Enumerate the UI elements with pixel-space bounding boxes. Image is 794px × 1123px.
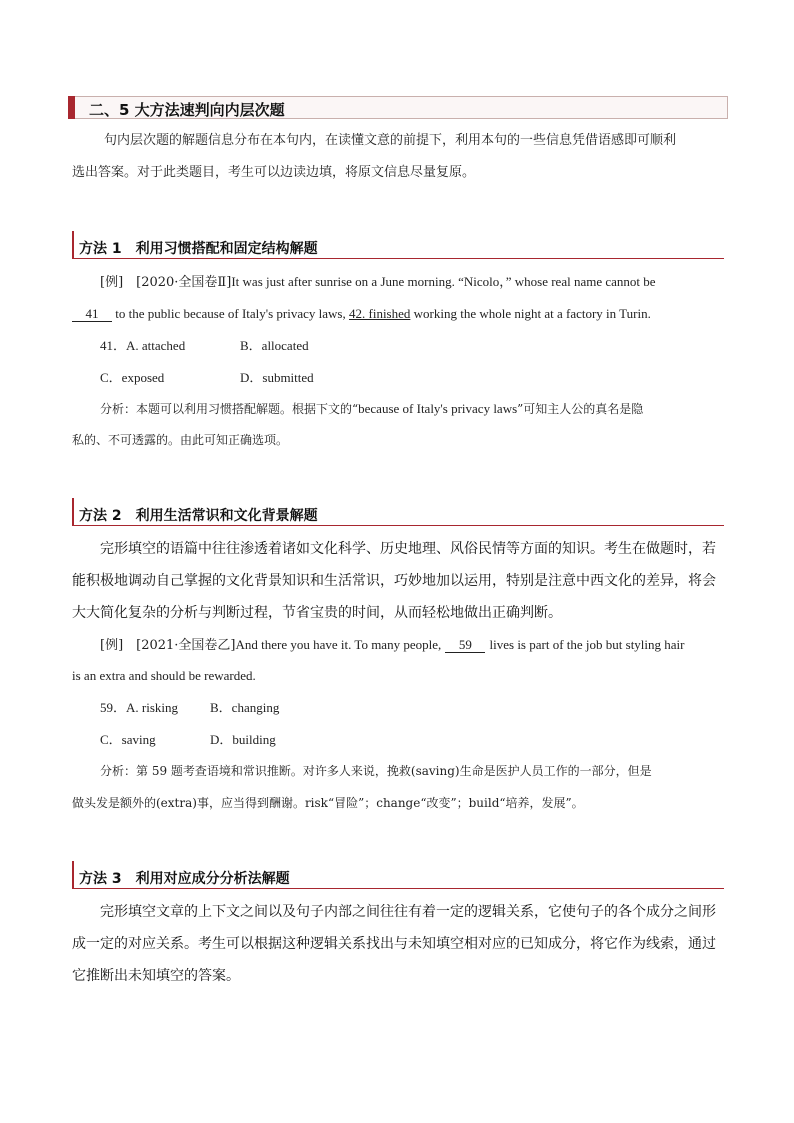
method-1-title: 方法 1 利用习惯搭配和固定结构解题 [79, 241, 318, 257]
method-2-title: 方法 2 利用生活常识和文化背景解题 [79, 508, 318, 524]
method-2-example-line-2: is an extra and should be rewarded. [72, 668, 256, 683]
header-accent-bar [72, 861, 74, 889]
method-3-header [72, 861, 724, 887]
example-text-end: lives is part of the job but styling hair [489, 637, 685, 652]
method-3-para-line-3: 它推断出未知填空的答案。 [72, 968, 240, 984]
example-tag: [例] [2020·全国卷Ⅱ] [100, 275, 232, 290]
analysis-text: 分析：本题可以利用习惯搭配解题。根据下文的“ [100, 402, 359, 416]
banner-accent-bar [68, 96, 75, 119]
analysis-english: because of Italy's privacy laws [358, 401, 518, 416]
intro-line-2: 选出答案。对于此类题目，考生可以边读边填，将原文信息尽量复原。 [72, 165, 476, 180]
example-text: It was just after sunrise on a June morning. “Nicolo，” whose real name cannot be [231, 274, 656, 289]
method-1-example-line-1 [100, 272, 656, 293]
intro-line-1: 句内层次题的解题信息分布在本句内，在读懂文意的前提下，利用本句的一些信息凭借语感即可顺利 [104, 133, 677, 148]
blank-41: 41 [72, 306, 112, 322]
option-41-c: C．exposed [100, 370, 165, 385]
example-text-mid: to the public because of Italy's privacy laws, [115, 306, 346, 321]
option-59-a: 59．A. risking [100, 700, 179, 715]
method-2-analysis-line-2: 做头发是额外的(extra)事，应当得到酬谢。risk“冒险”；change“改变”；build“培养，发展”。 [72, 796, 584, 810]
section-title: 二、5 大方法速判向内层次题 [89, 101, 285, 119]
method-2-para-line-2: 能积极地调动自己掌握的文化背景知识和生活常识，巧妙地加以运用，特别是注意中西文化的差异，将会 [72, 573, 716, 589]
method-2-para-line-3: 大大简化复杂的分析与判断过程，节省宝贵的时间，从而轻松地做出正确判断。 [72, 605, 562, 621]
section-banner [68, 96, 728, 119]
header-underline [72, 525, 724, 526]
method-3-para-line-2: 成一定的对应关系。考生可以根据这种逻辑关系找出与未知填空相对应的已知成分，将它作为线索，通过 [72, 936, 716, 952]
method-2-analysis-line-1: 分析：第 59 题考查语境和常识推断。对许多人来说，挽救(saving)生命是医护人员工作的一部分，但是 [100, 764, 652, 778]
header-underline [72, 888, 724, 889]
method-2-header [72, 498, 724, 524]
blank-59: 59 [445, 637, 485, 653]
method-1-analysis-line-1 [100, 400, 643, 418]
method-2-example-line-1 [100, 635, 685, 656]
method-1-header [72, 231, 724, 257]
example-text-end: working the whole night at a factory in Turin. [413, 306, 651, 321]
option-41-b: B．allocated [240, 338, 309, 353]
example-text: And there you have it. To many people, [235, 637, 442, 652]
header-accent-bar [72, 498, 74, 526]
option-59-d: D．building [210, 732, 276, 747]
method-3-para-line-1: 完形填空文章的上下文之间以及句子内部之间往往有着一定的逻辑关系，它使句子的各个成分之间形 [100, 904, 716, 920]
method-2-para-line-1: 完形填空的语篇中往往渗透着诸如文化科学、历史地理、风俗民情等方面的知识。考生在做题时，若 [100, 541, 716, 557]
method-1-analysis-line-2: 私的、不可透露的。由此可知正确选项。 [72, 433, 289, 447]
method-1-example-line-2 [72, 304, 651, 324]
option-41-a: 41．A. attached [100, 338, 186, 353]
analysis-text-end: ”可知主人公的真名是隐 [517, 402, 644, 416]
option-59-c: C．saving [100, 732, 156, 747]
method-3-title: 方法 3 利用对应成分分析法解题 [79, 871, 290, 887]
ref-42: 42. finished [349, 306, 411, 321]
header-underline [72, 258, 724, 259]
header-accent-bar [72, 231, 74, 259]
option-59-b: B．changing [210, 700, 280, 715]
example-tag: [例] [2021·全国卷乙] [100, 638, 236, 653]
option-41-d: D．submitted [240, 370, 314, 385]
